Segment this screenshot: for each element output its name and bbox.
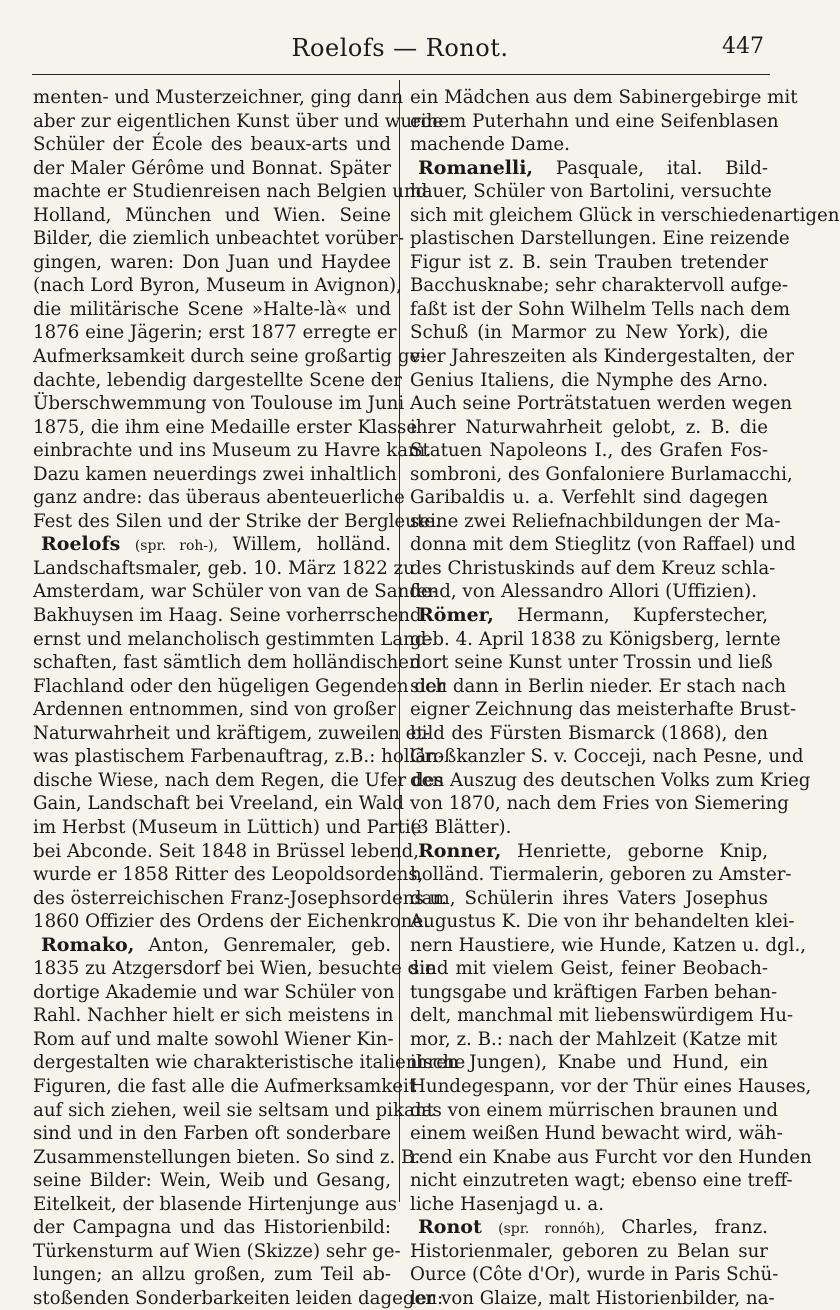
- line-text: dergestalten wie charakteristische italienische: [33, 1052, 466, 1074]
- line-text: dortige Akademie und war Schüler von: [33, 981, 395, 1003]
- line-text: ihrer Naturwahrheit gelobt, z. B. die: [410, 416, 768, 438]
- text-line: [33, 722, 430, 746]
- page-header: [30, 30, 770, 70]
- text-line: [410, 981, 778, 1005]
- text-line: [410, 698, 797, 722]
- text-line: [410, 86, 798, 110]
- text-line: [410, 675, 787, 699]
- text-line: [33, 698, 396, 722]
- text-line: [410, 957, 768, 981]
- line-text: ernst und melancholisch gestimmten Land-: [33, 628, 433, 650]
- line-text: Statuen Napoleons I., des Grafen Fos-: [410, 440, 768, 462]
- text-line: [33, 1075, 417, 1099]
- line-text: gingen, waren: Don Juan und Haydee: [33, 251, 391, 273]
- text-line: [33, 180, 428, 204]
- line-text: 1875, die ihm eine Medaille erster Klasse: [33, 416, 418, 438]
- line-text: Fest des Silen und der Strike der Bergleute.: [33, 510, 441, 532]
- line-text: Charles, franz.: [621, 1217, 768, 1239]
- line-text: dort seine Kunst unter Trossin und ließ: [410, 652, 773, 674]
- line-text: Naturwahrheit und kräftigem, zuweilen et-: [33, 722, 430, 744]
- pronunciation: (spr. ronnóh),: [498, 1221, 605, 1238]
- line-text: (nach Lord Byron, Museum in Avignon),: [33, 275, 402, 297]
- line-text: Hundegespann, vor der Thür eines Hauses,: [410, 1075, 812, 1097]
- line-text: Willem, holländ.: [232, 534, 391, 556]
- text-line: [410, 345, 794, 369]
- text-line: [33, 840, 420, 864]
- line-text: machende Dame.: [410, 134, 570, 156]
- page-number: 447: [722, 34, 764, 59]
- line-text: rend ein Knabe aus Furcht vor den Hunden: [410, 1146, 812, 1168]
- text-line: [410, 463, 793, 487]
- line-text: faßt ist der Sohn Wilhelm Tells nach dem: [410, 298, 791, 320]
- text-line: [33, 1099, 434, 1123]
- entry-first-line: [33, 533, 391, 557]
- text-line: [410, 227, 790, 251]
- line-text: einbrachte und ins Museum zu Havre kam.: [33, 440, 432, 462]
- line-text: von 1870, nach dem Fries von Siemering: [410, 793, 789, 815]
- line-text: plastischen Darstellungen. Eine reizende: [410, 228, 790, 250]
- line-text: einem weißen Hund bewacht wird, wäh-: [410, 1123, 783, 1145]
- line-text: holländ. Tiermalerin, geboren zu Amster-: [410, 864, 792, 886]
- text-line: [33, 1240, 401, 1264]
- line-text: tungsgabe und kräftigen Farben behan-: [410, 981, 778, 1003]
- text-line: [33, 133, 391, 157]
- text-line: [33, 298, 391, 322]
- line-text: Aufmerksamkeit durch seine großartig ge-: [33, 346, 427, 368]
- line-text: Gain, Landschaft bei Vreeland, ein Wald: [33, 793, 405, 815]
- text-line: [410, 204, 840, 228]
- text-line: [410, 533, 796, 557]
- text-column-right: [410, 86, 840, 1310]
- line-text: dam, Schülerin ihres Vaters Josephus: [410, 887, 768, 909]
- text-line: [410, 1099, 778, 1123]
- text-line: [33, 1028, 394, 1052]
- line-text: Hermann, Kupferstecher,: [517, 605, 768, 627]
- line-text: einem Puterhahn und eine Seifenblasen: [410, 110, 779, 132]
- text-line: [410, 321, 768, 345]
- text-line: [33, 1146, 421, 1170]
- text-line: [410, 1287, 775, 1310]
- text-line: [33, 321, 397, 345]
- entry-headword: Ronner,: [418, 839, 502, 862]
- text-line: [33, 86, 404, 110]
- text-line: [33, 910, 429, 934]
- line-text: 1835 zu Atzgersdorf bei Wien, besuchte die: [33, 958, 436, 980]
- text-line: [33, 1169, 391, 1193]
- line-text: donna mit dem Stieglitz (von Raffael) und: [410, 534, 796, 556]
- line-text: Schüler der École des beaux-arts und: [33, 134, 391, 156]
- text-line: [410, 1146, 812, 1170]
- line-text: sich mit gleichem Glück in verschiedenartigen: [410, 204, 840, 226]
- line-text: seine Bilder: Wein, Weib und Gesang,: [33, 1170, 391, 1192]
- line-text: der Campagna und das Historienbild:: [33, 1217, 391, 1239]
- line-text: lungen; an allzu großen, zum Teil ab-: [33, 1264, 391, 1286]
- entry-first-line: [410, 604, 768, 628]
- line-text: Ardennen entnommen, sind von großer: [33, 699, 396, 721]
- line-text: des österreichischen Franz-Josephsordens u.: [33, 887, 448, 909]
- line-text: Eitelkeit, der blasende Hirtenjunge aus: [33, 1193, 397, 1215]
- entry-first-line: [410, 1216, 768, 1240]
- text-line: [410, 1169, 793, 1193]
- entry-headword: Ronot: [418, 1216, 482, 1239]
- text-line: [33, 887, 448, 911]
- text-line: [33, 651, 421, 675]
- text-line: [33, 1004, 394, 1028]
- line-text: Zusammenstellungen bieten. So sind z. B.: [33, 1146, 421, 1168]
- line-text: sombroni, des Gonfaloniere Burlamacchi,: [410, 463, 793, 485]
- text-line: [33, 274, 402, 298]
- text-line: [33, 580, 438, 604]
- line-text: Henriette, geborne Knip,: [517, 840, 768, 862]
- line-text: (3 Blätter).: [410, 816, 512, 838]
- line-text: Flachland oder den hügeligen Gegenden der: [33, 675, 446, 697]
- line-text: stoßenden Sonderbarkeiten leiden dagegen:: [33, 1287, 444, 1309]
- line-text: dische Wiese, nach dem Regen, die Ufer des: [33, 769, 444, 791]
- text-line: [33, 1216, 391, 1240]
- text-line: [33, 816, 422, 840]
- text-line: [410, 510, 781, 534]
- line-text: Pasquale, ital. Bild-: [555, 157, 768, 179]
- line-text: Rom auf und malte sowohl Wiener Kin-: [33, 1028, 394, 1050]
- text-line: [410, 1122, 783, 1146]
- text-line: [33, 1051, 466, 1075]
- line-text: des Christuskinds auf dem Kreuz schla-: [410, 557, 776, 579]
- line-text: 1860 Offizier des Ordens der Eichenkrone.: [33, 911, 429, 933]
- entry-first-line: [410, 840, 768, 864]
- text-line: [33, 110, 444, 134]
- text-line: [33, 369, 402, 393]
- line-text: der Maler Gérôme und Bonnat. Später: [33, 157, 391, 179]
- pronunciation: (spr. roh-),: [134, 538, 219, 555]
- text-line: [410, 439, 768, 463]
- line-text: nern Haustiere, wie Hunde, Katzen u. dgl.,: [410, 934, 807, 956]
- line-text: das von einem mürrischen braunen und: [410, 1099, 778, 1121]
- text-line: [410, 298, 791, 322]
- text-line: [410, 934, 807, 958]
- line-text: Großkanzler S. v. Cocceji, nach Pesne, und: [410, 746, 804, 768]
- entry-first-line: [33, 934, 391, 958]
- text-line: [33, 863, 424, 887]
- text-line: [410, 251, 768, 275]
- line-text: ler von Glaize, malt Historienbilder, na-: [410, 1287, 775, 1309]
- line-text: Bilder, die ziemlich unbeachtet vorüber-: [33, 228, 405, 250]
- text-line: [410, 816, 768, 840]
- text-line: [33, 463, 397, 487]
- text-line: [33, 792, 405, 816]
- text-line: [33, 157, 391, 181]
- line-text: Schuß (in Marmor zu New York), die: [410, 322, 768, 344]
- text-line: [33, 1263, 391, 1287]
- line-text: menten- und Musterzeichner, ging dann: [33, 87, 404, 108]
- text-line: [33, 981, 395, 1005]
- line-text: wurde er 1858 Ritter des Leopoldsordens,: [33, 864, 424, 886]
- line-text: den Auszug des deutschen Volks zum Krieg: [410, 769, 811, 791]
- line-text: Auch seine Porträtstatuen werden wegen: [410, 393, 793, 415]
- text-line: [33, 251, 391, 275]
- line-text: seine zwei Reliefnachbildungen der Ma-: [410, 510, 781, 532]
- text-line: [410, 486, 768, 510]
- header-rule: [32, 74, 770, 75]
- text-line: [410, 1240, 768, 1264]
- text-line: [410, 392, 793, 416]
- line-text: ganz andre: das überaus abenteuerliche: [33, 487, 405, 509]
- text-line: [33, 227, 405, 251]
- line-text: Augustus K. Die von ihr behandelten klei-: [410, 911, 795, 933]
- text-line: [410, 628, 781, 652]
- line-text: eigner Zeichnung das meisterhafte Brust-: [410, 699, 797, 721]
- text-line: [33, 510, 441, 534]
- line-text: Figur ist z. B. sein Trauben tretender: [410, 251, 768, 273]
- line-text: delt, manchmal mit liebenswürdigem Hu-: [410, 1005, 794, 1027]
- text-line: [410, 1263, 779, 1287]
- line-text: Amsterdam, war Schüler von van de Sande-: [33, 581, 438, 603]
- entry-headword: Romanelli,: [418, 156, 534, 179]
- text-line: [410, 1193, 768, 1217]
- text-line: [33, 628, 433, 652]
- line-text: bild des Fürsten Bismarck (1868), den: [410, 722, 768, 744]
- entry-headword: Romako,: [41, 933, 135, 956]
- text-line: [410, 769, 811, 793]
- line-text: Rahl. Nachher hielt er sich meistens in: [33, 1005, 394, 1027]
- line-text: Überschwemmung von Toulouse im Juni: [33, 393, 405, 415]
- text-line: [410, 110, 779, 134]
- line-text: sich dann in Berlin nieder. Er stach nach: [410, 675, 787, 697]
- text-line: [410, 274, 789, 298]
- line-text: Bakhuysen im Haag. Seine vorherrschend: [33, 605, 422, 627]
- line-text: Anton, Genremaler, geb.: [148, 934, 391, 956]
- line-text: vier Jahreszeiten als Kindergestalten, der: [410, 346, 794, 368]
- line-text: mor, z. B.: nach der Mahlzeit (Katze mit: [410, 1028, 778, 1050]
- line-text: Bacchusknabe; sehr charaktervoll aufge-: [410, 275, 789, 297]
- text-line: [410, 651, 773, 675]
- line-text: Ource (Côte d'Or), wurde in Paris Schü-: [410, 1264, 779, 1286]
- text-line: [410, 887, 768, 911]
- text-line: [33, 1193, 397, 1217]
- line-text: aber zur eigentlichen Kunst über und wurde: [33, 110, 444, 132]
- entry-headword: Roelofs: [41, 533, 121, 556]
- line-text: dachte, lebendig dargestellte Scene der: [33, 369, 402, 391]
- line-text: ein Mädchen aus dem Sabinergebirge mit: [410, 87, 798, 108]
- text-line: [33, 675, 446, 699]
- line-text: 1876 eine Jägerin; erst 1877 erregte er: [33, 322, 397, 344]
- text-line: [410, 863, 792, 887]
- text-line: [33, 486, 405, 510]
- text-line: [410, 1075, 812, 1099]
- text-line: [33, 416, 418, 440]
- text-line: [33, 604, 422, 628]
- text-line: [410, 1051, 768, 1075]
- line-text: ihren Jungen), Knabe und Hund, ein: [410, 1052, 768, 1074]
- text-line: [410, 416, 768, 440]
- line-text: Türkensturm auf Wien (Skizze) sehr ge-: [33, 1240, 401, 1262]
- text-line: [33, 769, 444, 793]
- line-text: liche Hasenjagd u. a.: [410, 1193, 605, 1215]
- text-line: [410, 1004, 794, 1028]
- text-line: [410, 133, 768, 157]
- text-line: [33, 1287, 444, 1310]
- text-line: [33, 392, 405, 416]
- entry-headword: Römer,: [418, 604, 494, 627]
- text-line: [33, 557, 415, 581]
- text-line: [410, 180, 772, 204]
- text-line: [33, 957, 436, 981]
- text-line: [410, 1028, 778, 1052]
- text-line: [33, 745, 445, 769]
- text-line: [33, 204, 391, 228]
- line-text: geb. 4. April 1838 zu Königsberg, lernte: [410, 628, 781, 650]
- line-text: schaften, fast sämtlich dem holländischen: [33, 652, 421, 674]
- line-text: Holland, München und Wien. Seine: [33, 204, 391, 226]
- line-text: sind mit vielem Geist, feiner Beobach-: [410, 958, 768, 980]
- text-line: [410, 580, 768, 604]
- text-line: [410, 792, 789, 816]
- line-text: die militärische Scene »Halte-là« und: [33, 298, 391, 320]
- text-line: [33, 345, 427, 369]
- text-line: [410, 722, 768, 746]
- text-line: [410, 910, 795, 934]
- line-text: Genius Italiens, die Nymphe des Arno.: [410, 369, 768, 391]
- line-text: was plastischem Farbenauftrag, z.B.: hollän-: [33, 746, 445, 768]
- line-text: hauer, Schüler von Bartolini, versuchte: [410, 181, 772, 203]
- line-text: nicht einzutreten wagt; ebenso eine treff-: [410, 1170, 793, 1192]
- line-text: fend, von Alessandro Allori (Uffizien).: [410, 581, 758, 603]
- line-text: Dazu kamen neuerdings zwei inhaltlich: [33, 463, 397, 485]
- text-line: [33, 1122, 391, 1146]
- line-text: Garibaldis u. a. Verfehlt sind dagegen: [410, 487, 768, 509]
- line-text: auf sich ziehen, weil sie seltsam und pikant: [33, 1099, 434, 1121]
- line-text: Historienmaler, geboren zu Belan sur: [410, 1240, 768, 1262]
- line-text: Landschaftsmaler, geb. 10. März 1822 zu: [33, 557, 415, 579]
- entry-first-line: [410, 157, 768, 181]
- line-text: bei Abconde. Seit 1848 in Brüssel lebend,: [33, 840, 420, 862]
- text-line: [410, 369, 768, 393]
- line-text: machte er Studienreisen nach Belgien und: [33, 181, 428, 203]
- text-line: [410, 557, 776, 581]
- text-line: [33, 439, 432, 463]
- running-head: Roelofs — Ronot.: [291, 34, 509, 62]
- line-text: im Herbst (Museum in Lüttich) und Partie: [33, 816, 422, 838]
- line-text: Figuren, die fast alle die Aufmerksamkeit: [33, 1075, 417, 1097]
- text-line: [410, 745, 804, 769]
- line-text: sind und in den Farben oft sonderbare: [33, 1123, 391, 1145]
